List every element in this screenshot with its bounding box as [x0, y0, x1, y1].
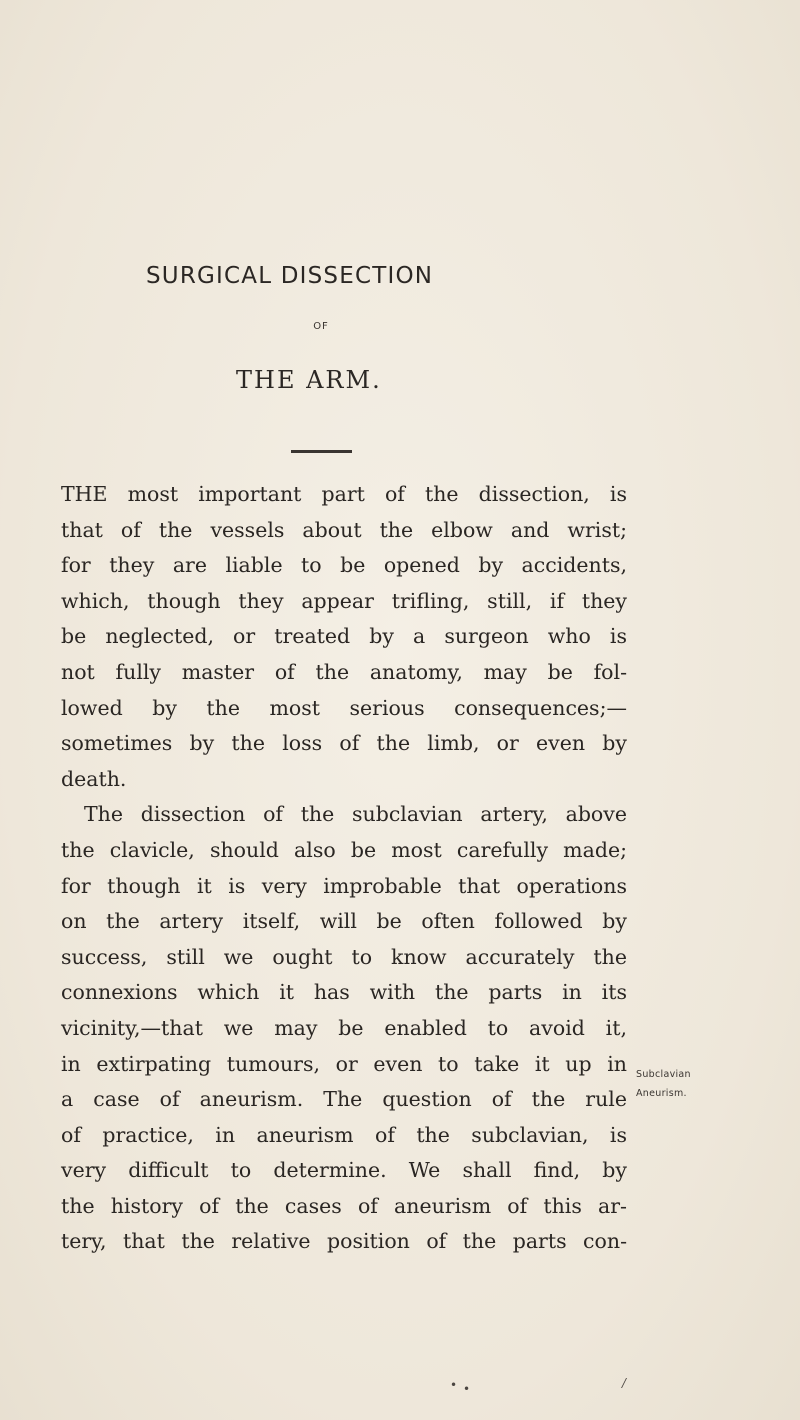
- text-line: for they are liable to be opened by accidents,: [61, 553, 627, 578]
- text-line: death.: [61, 766, 127, 791]
- text-line: tery, that the relative position of the parts con-: [61, 1229, 627, 1254]
- text-line: in extirpating tumours, or even to take it up in: [61, 1051, 627, 1076]
- footer-mark: /: [622, 1376, 627, 1390]
- chapter-title: SURGICAL DISSECTION: [146, 263, 434, 289]
- text-line: sometimes by the loss of the limb, or even by: [61, 731, 627, 756]
- text-line: connexions which it has with the parts in its: [61, 980, 627, 1005]
- text-line: a case of aneurism. The question of the rule: [61, 1087, 627, 1112]
- body-text: [61, 477, 627, 1260]
- text-line: that of the vessels about the elbow and wrist;: [61, 517, 627, 542]
- text-line: THE most important part of the dissection, is: [61, 482, 627, 506]
- text-line: for though it is very improbable that operations: [61, 873, 627, 898]
- chapter-subtitle: THE ARM.: [236, 366, 382, 394]
- footer-mark: •: [463, 1382, 471, 1396]
- text-line: on the artery itself, will be often followed by: [61, 909, 627, 934]
- text-line: vicinity,—that we may be enabled to avoid it,: [61, 1015, 627, 1040]
- text-line: success, still we ought to know accurately the: [61, 944, 627, 969]
- chapter-title-connector: OF: [313, 321, 329, 332]
- text-line: The dissection of the subclavian artery, above: [84, 802, 627, 827]
- text-line: the history of the cases of aneurism of this ar-: [61, 1193, 627, 1218]
- text-line: of practice, in aneurism of the subclavian, is: [61, 1122, 627, 1147]
- text-line: which, though they appear trifling, still, if they: [61, 588, 627, 613]
- text-line: not fully master of the anatomy, may be fol-: [61, 659, 627, 684]
- footer-mark: •: [450, 1378, 458, 1392]
- margin-note-line: Subclavian: [636, 1069, 691, 1080]
- margin-note-line: Aneurism.: [636, 1088, 687, 1099]
- text-line: the clavicle, should also be most carefully made;: [61, 837, 627, 862]
- text-line: very difficult to determine. We shall find, by: [61, 1158, 627, 1183]
- section-divider: [291, 450, 352, 453]
- text-line: be neglected, or treated by a surgeon who is: [61, 624, 627, 649]
- text-line: lowed by the most serious consequences;—: [61, 695, 627, 720]
